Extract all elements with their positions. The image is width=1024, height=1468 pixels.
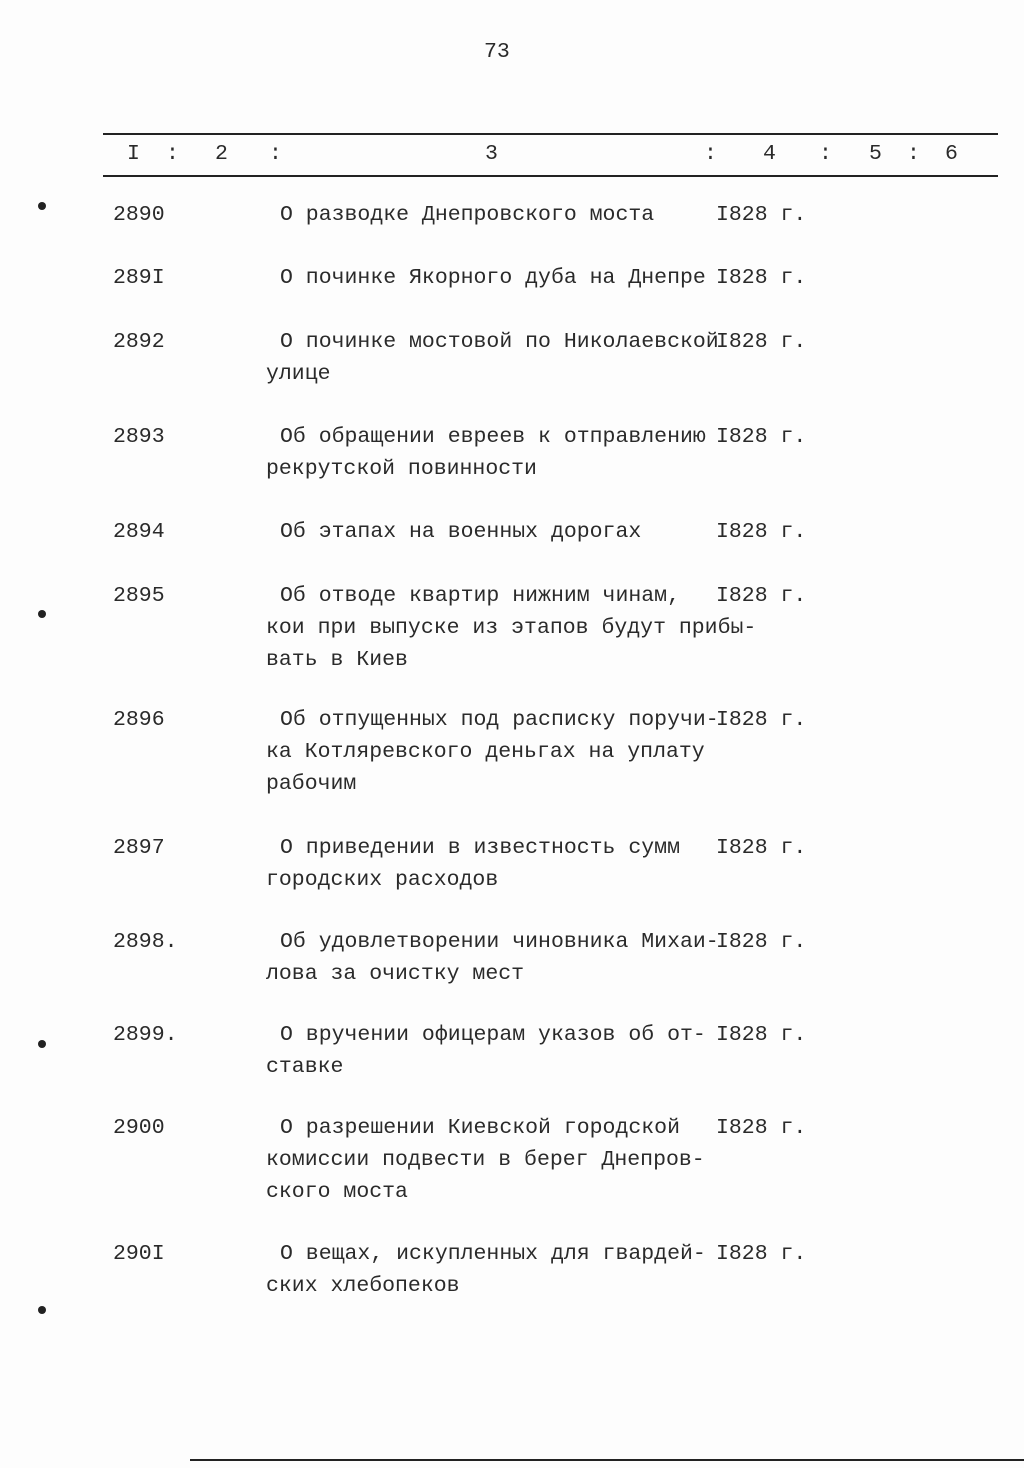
punch-hole-mark bbox=[38, 1306, 46, 1314]
column-separator: : bbox=[907, 142, 920, 166]
case-title bbox=[266, 832, 680, 896]
case-title-line: рабочим bbox=[266, 772, 357, 796]
page-number: 73 bbox=[484, 40, 510, 64]
case-number: 2897 bbox=[113, 836, 165, 860]
case-title bbox=[266, 926, 719, 990]
case-number: 2894 bbox=[113, 520, 165, 544]
case-title-line: ставке bbox=[266, 1055, 344, 1079]
case-title-line: О починке Якорного дуба на Днепре bbox=[280, 266, 706, 290]
column-header-6: 6 bbox=[945, 142, 958, 166]
case-title bbox=[266, 516, 641, 548]
case-title-line: ка Котляревского деньгах на уплату bbox=[266, 740, 705, 764]
column-separator: : bbox=[819, 142, 832, 166]
case-title-line: комиссии подвести в берег Днепров- bbox=[266, 1148, 705, 1172]
case-year: I828 г. bbox=[716, 708, 807, 732]
case-year: I828 г. bbox=[716, 1023, 807, 1047]
column-header-5: 5 bbox=[869, 142, 882, 166]
case-number: 2896 bbox=[113, 708, 165, 732]
case-number: 2892 bbox=[113, 330, 165, 354]
case-title-line: О починке мостовой по Николаевской bbox=[280, 330, 719, 354]
column-header-3: 3 bbox=[485, 142, 498, 166]
column-header-1: I bbox=[127, 142, 140, 166]
case-number: 2890 bbox=[113, 203, 165, 227]
case-title-line: Об удовлетворении чиновника Михаи- bbox=[280, 930, 719, 954]
case-number: 2898. bbox=[113, 930, 178, 954]
case-year: I828 г. bbox=[716, 203, 807, 227]
case-title bbox=[266, 326, 719, 390]
column-separator: : bbox=[269, 142, 282, 166]
case-year: I828 г. bbox=[716, 330, 807, 354]
case-number: 2893 bbox=[113, 425, 165, 449]
case-title-line: кои при выпуске из этапов будут прибы- bbox=[266, 616, 757, 640]
case-title-line: О вещах, искупленных для гвардей- bbox=[280, 1242, 706, 1266]
case-title-line: О разрешении Киевской городской bbox=[280, 1116, 680, 1140]
case-title-line: О приведении в известность сумм bbox=[280, 836, 680, 860]
case-title-line: вать в Киев bbox=[266, 648, 408, 672]
case-title-line: лова за очистку мест bbox=[266, 962, 525, 986]
case-title-line: Об отводе квартир нижним чинам, bbox=[280, 584, 680, 608]
column-header-4: 4 bbox=[763, 142, 776, 166]
case-title bbox=[266, 704, 719, 800]
case-title bbox=[266, 199, 654, 231]
case-year: I828 г. bbox=[716, 1242, 807, 1266]
case-title-line: О вручении офицерам указов об от- bbox=[280, 1023, 706, 1047]
case-title-line: городских расходов bbox=[266, 868, 499, 892]
case-year: I828 г. bbox=[716, 836, 807, 860]
case-title-line: ских хлебопеков bbox=[266, 1274, 460, 1298]
case-title bbox=[266, 1019, 706, 1083]
case-title-line: ского моста bbox=[266, 1180, 408, 1204]
case-year: I828 г. bbox=[716, 425, 807, 449]
case-number: 2900 bbox=[113, 1116, 165, 1140]
case-number: 290I bbox=[113, 1242, 165, 1266]
case-title-line: улице bbox=[266, 362, 331, 386]
case-title-line: Об отпущенных под расписку поручи- bbox=[280, 708, 719, 732]
case-number: 289I bbox=[113, 266, 165, 290]
case-title-line: Об этапах на военных дорогах bbox=[280, 520, 642, 544]
column-header-2: 2 bbox=[215, 142, 228, 166]
punch-hole-mark bbox=[38, 202, 46, 210]
case-title bbox=[266, 1112, 705, 1208]
case-year: I828 г. bbox=[716, 520, 807, 544]
case-title-line: рекрутской повинности bbox=[266, 457, 537, 481]
column-separator: : bbox=[704, 142, 717, 166]
punch-hole-mark bbox=[38, 1040, 46, 1048]
case-year: I828 г. bbox=[716, 930, 807, 954]
case-title-line: Об обращении евреев к отправлению bbox=[280, 425, 706, 449]
case-year: I828 г. bbox=[716, 584, 807, 608]
case-title bbox=[266, 1238, 706, 1302]
case-title-line: О разводке Днепровского моста bbox=[280, 203, 655, 227]
case-year: I828 г. bbox=[716, 266, 807, 290]
case-year: I828 г. bbox=[716, 1116, 807, 1140]
table-top-rule bbox=[103, 133, 998, 135]
case-title bbox=[266, 262, 706, 294]
case-number: 2895 bbox=[113, 584, 165, 608]
case-title bbox=[266, 421, 706, 485]
table-header-rule bbox=[103, 175, 998, 177]
punch-hole-mark bbox=[38, 610, 46, 618]
case-title bbox=[266, 580, 756, 676]
bottom-rule bbox=[190, 1459, 1024, 1461]
case-number: 2899. bbox=[113, 1023, 178, 1047]
column-separator: : bbox=[166, 142, 179, 166]
